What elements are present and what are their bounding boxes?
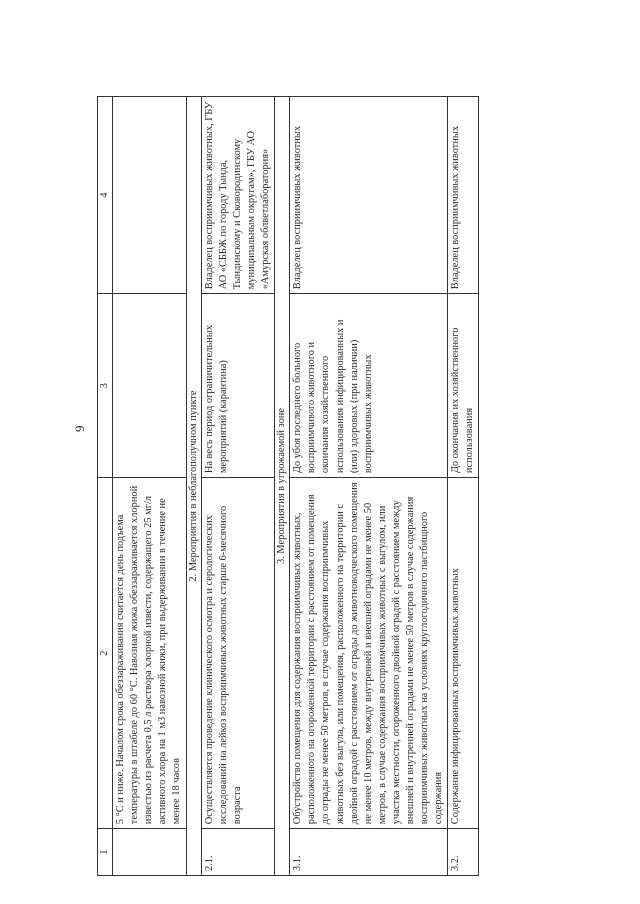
table-row [448,97,479,876]
section-row [275,97,290,876]
measure-cell: Содержание инфицированных восприимчивых животных [448,478,479,829]
measures-table [97,96,479,876]
row-number: 3.2. [448,829,479,876]
header-col-1: 1 [98,829,113,876]
responsible-cell [113,97,186,294]
measure-cell: 5 °С и ниже. Началом срока обеззараживания считается день подъема температуры в штабеле до 60 °С. Навозная жижа обеззараживается хлорной известью из расчета 0,5 л раствора хлорной извести, содержащего 25 мг/л активного хлора на 1 м3 навозной жижи, при выдерживании в течение не менее 18 часов [113,478,186,829]
section-title: 3. Мероприятия в угрожаемой зоне [275,97,290,876]
header-col-3: 3 [98,294,113,478]
measure-cell: Осуществляется проведение клинического осмотра и серологических исследований на лейкоз восприимчивых животных старше 6-месячного возраста [201,478,274,829]
responsible-cell: Владелец восприимчивых животных, ГБУ АО «СББЖ по городу Тында, Тындинскому и Сковородинскому муниципальным округам», ГБУ АО «Амурская облветлаборатория» [201,97,274,294]
responsible-cell: Владелец восприимчивых животных [448,97,479,294]
term-cell [113,294,186,478]
term-cell: До убоя последнего больного восприимчивого животного и окончания хозяйственного использования инфицированных и (или) здоровых (при наличии) восприимчивых животных [290,294,448,478]
section-title: 2. Мероприятия в неблагополучном пункте [186,97,201,876]
row-number: 2.1. [201,829,274,876]
section-row [186,97,201,876]
row-number: 3.1. [290,829,448,876]
document-sheet [97,96,617,876]
table-row [113,97,186,876]
header-col-2: 2 [98,478,113,829]
row-number [113,829,186,876]
table-row [201,97,274,876]
header-row [98,97,113,876]
table-row [290,97,448,876]
term-cell: До окончания их хозяйственного использования [448,294,479,478]
term-cell: На весь период ограничительных мероприятий (карантина) [201,294,274,478]
header-col-4: 4 [98,97,113,294]
responsible-cell: Владелец восприимчивых животных [290,97,448,294]
measure-cell: Обустройство помещения для содержания восприимчивых животных, расположенного на огороженной территории с расстоянием от помещения до ограды не менее 50 метров, в случае содержания восприимчивых животных без выгула, или помещения, расположенного на территории с двойной оградой с расстоянием от ограды до животноводческого помещения не менее 10 метров, между внутренней и внешней оградами не менее 50 метров, в случае содержания восприимчивых животных с выгулом, или участка местности, огороженного двойной оградой с расстоянием между внешней и внутренней оградами не менее 50 метров в случае содержания восприимчивых животных на условиях круглогодичного пастбищного содержания [290,478,448,829]
page-number: 9 [72,425,87,432]
